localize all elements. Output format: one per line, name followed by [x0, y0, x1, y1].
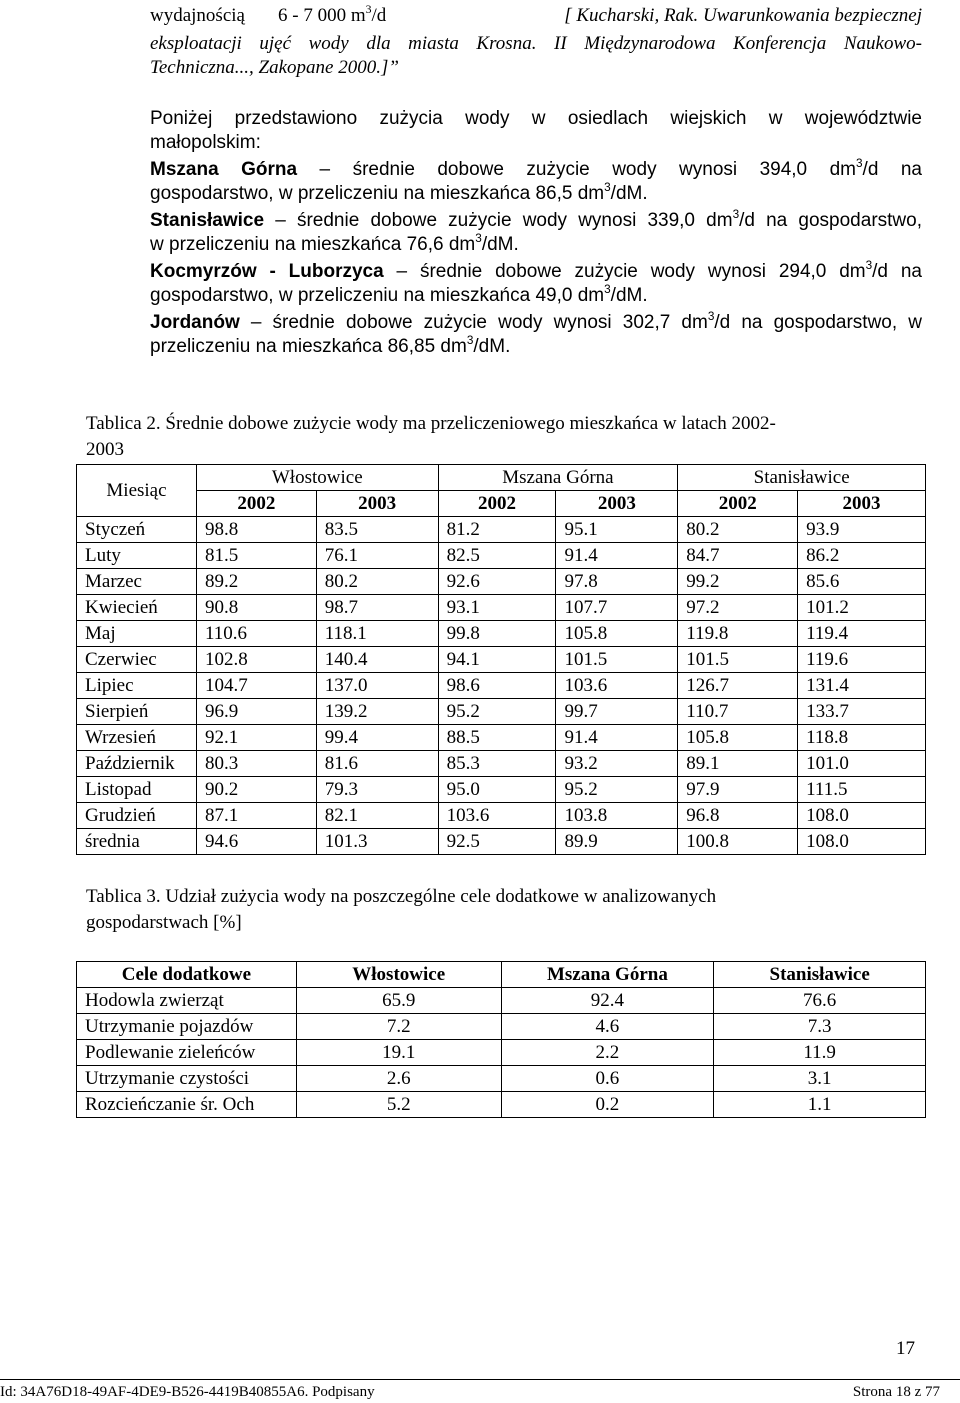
- table2-row: [77, 829, 926, 855]
- table3-row: [77, 1040, 926, 1066]
- table2-value-cell: 80.2: [316, 569, 438, 595]
- table2-value-cell: 84.7: [678, 543, 798, 569]
- table2-row: [77, 699, 926, 725]
- table2-value-cell: 110.6: [196, 621, 316, 647]
- table3-value-cell: 11.9: [714, 1040, 926, 1066]
- table2-value-cell: 99.7: [556, 699, 678, 725]
- table3-value-cell: 3.1: [714, 1066, 926, 1092]
- table2-value-cell: 80.3: [196, 751, 316, 777]
- village-line-1: Stanisławice – średnie dobowe zużycie wody wynosi 339,0 $dm^3/d$ na gospodarstwo,: [150, 207, 922, 231]
- table2-value-cell: 91.4: [556, 725, 678, 751]
- table3-header-cell: Mszana Górna: [501, 962, 714, 988]
- table2-value-cell: 85.6: [798, 569, 926, 595]
- table3-value-cell: 0.2: [501, 1092, 714, 1118]
- ref-citation-start: [ Kucharski, Rak. Uwarunkowania bezpiecznej: [564, 5, 922, 26]
- table2-value-cell: 94.6: [196, 829, 316, 855]
- table2-value-cell: 97.8: [556, 569, 678, 595]
- table3-purpose-cell: Hodowla zwierząt: [77, 988, 297, 1014]
- table2-value-cell: 95.1: [556, 517, 678, 543]
- footer-document-id: Id: 34A76D18-49AF-4DE9-B526-4419B40855A6. Podpisany: [0, 1384, 375, 1400]
- table3-header-cell: Stanisławice: [714, 962, 926, 988]
- table2-value-cell: 101.5: [678, 647, 798, 673]
- table2-caption-line-2: 2003: [86, 439, 124, 460]
- table2-value-cell: 101.0: [798, 751, 926, 777]
- table3-value-cell: 0.6: [501, 1066, 714, 1092]
- table2-value-cell: 89.1: [678, 751, 798, 777]
- table2-header-year: 2003: [798, 491, 926, 517]
- table2-value-cell: 107.7: [556, 595, 678, 621]
- table2-value-cell: 131.4: [798, 673, 926, 699]
- ref-text-volume: 6 - 7 000 $m^3/d$: [278, 2, 387, 26]
- table2-value-cell: 101.5: [556, 647, 678, 673]
- table3-purpose-cell: Utrzymanie czystości: [77, 1066, 297, 1092]
- table2-value-cell: 105.8: [556, 621, 678, 647]
- table2-value-cell: 110.7: [678, 699, 798, 725]
- table2-row: [77, 725, 926, 751]
- table2-value-cell: 90.8: [196, 595, 316, 621]
- table2-value-cell: 100.8: [678, 829, 798, 855]
- table2-value-cell: 101.3: [316, 829, 438, 855]
- table2-value-cell: 97.2: [678, 595, 798, 621]
- table2-value-cell: 118.1: [316, 621, 438, 647]
- table2-value-cell: 90.2: [196, 777, 316, 803]
- table2-value-cell: 87.1: [196, 803, 316, 829]
- table3-value-cell: 19.1: [296, 1040, 501, 1066]
- table2-value-cell: 79.3: [316, 777, 438, 803]
- table3-row: [77, 1066, 926, 1092]
- table2-header-group: Mszana Górna: [438, 465, 678, 491]
- table3-value-cell: 92.4: [501, 988, 714, 1014]
- table2-value-cell: 102.8: [196, 647, 316, 673]
- village-mszana-gorna: [150, 158, 922, 206]
- village-jordanow: [150, 311, 922, 359]
- table2-value-cell: 103.8: [556, 803, 678, 829]
- table2-value-cell: 119.6: [798, 647, 926, 673]
- table2-value-cell: 80.2: [678, 517, 798, 543]
- table3-value-cell: 5.2: [296, 1092, 501, 1118]
- table2-header-year: 2002: [678, 491, 798, 517]
- table2-value-cell: 93.9: [798, 517, 926, 543]
- table2-month-cell: Grudzień: [77, 803, 197, 829]
- table2-value-cell: 101.2: [798, 595, 926, 621]
- table2-row: [77, 777, 926, 803]
- table2-header-month: Miesiąc: [77, 465, 197, 517]
- table3-header-row: [77, 962, 926, 988]
- ref-text-yield: wydajnością: [150, 5, 245, 26]
- table3-caption-line-2: gospodarstwach [%]: [86, 912, 242, 933]
- table2-value-cell: 103.6: [438, 803, 556, 829]
- table2-month-cell: Lipiec: [77, 673, 197, 699]
- table3-value-cell: 7.2: [296, 1014, 501, 1040]
- table2-month-cell: Sierpień: [77, 699, 197, 725]
- table3-value-cell: 2.2: [501, 1040, 714, 1066]
- table2-header-year: 2002: [438, 491, 556, 517]
- village-line-2: w przeliczeniu na mieszkańca 76,6 $dm^3/dM$.: [150, 231, 519, 255]
- village-line-2: gospodarstwo, w przeliczeniu na mieszkańca 49,0 $dm^3/dM$.: [150, 282, 648, 306]
- table2-value-cell: 92.1: [196, 725, 316, 751]
- table3-row: [77, 1014, 926, 1040]
- reference-line-3: Techniczna..., Zakopane 2000.]”: [150, 57, 399, 78]
- table2-value-cell: 119.8: [678, 621, 798, 647]
- table3: [76, 961, 926, 1118]
- table2-value-cell: 81.5: [196, 543, 316, 569]
- table2-value-cell: 98.8: [196, 517, 316, 543]
- table2-body: [77, 465, 926, 855]
- intro-line-1: Poniżej przedstawiono zużycia wody w osiedlach wiejskich w województwie: [150, 108, 922, 129]
- table2-value-cell: 83.5: [316, 517, 438, 543]
- table2-value-cell: 96.9: [196, 699, 316, 725]
- table2-row: [77, 673, 926, 699]
- table2-month-cell: Marzec: [77, 569, 197, 595]
- table2-value-cell: 98.7: [316, 595, 438, 621]
- table2-header-group: Włostowice: [196, 465, 438, 491]
- table2-value-cell: 86.2: [798, 543, 926, 569]
- table2-value-cell: 140.4: [316, 647, 438, 673]
- table2-month-cell: Październik: [77, 751, 197, 777]
- table2-month-cell: Luty: [77, 543, 197, 569]
- table2-header-year: 2003: [316, 491, 438, 517]
- table2-value-cell: 98.6: [438, 673, 556, 699]
- table2-value-cell: 92.6: [438, 569, 556, 595]
- reference-line-1: [150, 2, 922, 29]
- table3-value-cell: 76.6: [714, 988, 926, 1014]
- village-kocmyrzow-luborzyca: [150, 260, 922, 308]
- table2-value-cell: 82.5: [438, 543, 556, 569]
- table2-value-cell: 93.1: [438, 595, 556, 621]
- table2: [76, 464, 926, 855]
- village-line-2: przeliczeniu na mieszkańca 86,85 $dm^3/dM$.: [150, 333, 511, 357]
- table2-value-cell: 139.2: [316, 699, 438, 725]
- table3-value-cell: 1.1: [714, 1092, 926, 1118]
- table2-value-cell: 88.5: [438, 725, 556, 751]
- table2-value-cell: 104.7: [196, 673, 316, 699]
- table3-row: [77, 1092, 926, 1118]
- village-line-1: Mszana Górna – średnie dobowe zużycie wody wynosi 394,0 $dm^3/d$ na: [150, 156, 922, 180]
- table2-header-group: Stanisławice: [678, 465, 926, 491]
- table3-purpose-cell: Rozcieńczanie śr. Och: [77, 1092, 297, 1118]
- table2-value-cell: 99.8: [438, 621, 556, 647]
- table2-header-year: 2002: [196, 491, 316, 517]
- table2-month-cell: Wrzesień: [77, 725, 197, 751]
- table2-header-year: 2003: [556, 491, 678, 517]
- table3-header-cell: Cele dodatkowe: [77, 962, 297, 988]
- table2-value-cell: 111.5: [798, 777, 926, 803]
- table2-year-row: [77, 491, 926, 517]
- table2-value-cell: 92.5: [438, 829, 556, 855]
- table2-value-cell: 108.0: [798, 803, 926, 829]
- table2-value-cell: 95.2: [556, 777, 678, 803]
- table2-value-cell: 95.0: [438, 777, 556, 803]
- table2-value-cell: 99.4: [316, 725, 438, 751]
- table2-value-cell: 94.1: [438, 647, 556, 673]
- table3-row: [77, 988, 926, 1014]
- table2-month-cell: Kwiecień: [77, 595, 197, 621]
- table2-value-cell: 89.9: [556, 829, 678, 855]
- table2-month-cell: Styczeń: [77, 517, 197, 543]
- village-stanislawice: [150, 209, 922, 257]
- table2-row: [77, 803, 926, 829]
- table3-caption-line-1: Tablica 3. Udział zużycia wody na poszczególne cele dodatkowe w analizowanych: [86, 886, 717, 907]
- table2-row: [77, 543, 926, 569]
- table2-value-cell: 85.3: [438, 751, 556, 777]
- page-number: 17: [896, 1338, 915, 1359]
- table2-row: [77, 751, 926, 777]
- village-line-1: Kocmyrzów - Luborzyca – średnie dobowe zużycie wody wynosi 294,0 $dm^3/d$ na: [150, 258, 922, 282]
- table2-value-cell: 105.8: [678, 725, 798, 751]
- table2-value-cell: 126.7: [678, 673, 798, 699]
- table3-value-cell: 2.6: [296, 1066, 501, 1092]
- table2-value-cell: 99.2: [678, 569, 798, 595]
- table2-month-cell: Listopad: [77, 777, 197, 803]
- table2-value-cell: 97.9: [678, 777, 798, 803]
- table2-caption-line-1: Tablica 2. Średnie dobowe zużycie wody ma przeliczeniowego mieszkańca w latach 2002-: [86, 413, 776, 434]
- table2-value-cell: 93.2: [556, 751, 678, 777]
- table2-value-cell: 133.7: [798, 699, 926, 725]
- table3-value-cell: 4.6: [501, 1014, 714, 1040]
- table2-value-cell: 96.8: [678, 803, 798, 829]
- table2-row: [77, 517, 926, 543]
- table2-month-cell: średnia: [77, 829, 197, 855]
- table2-value-cell: 81.2: [438, 517, 556, 543]
- table2-value-cell: 95.2: [438, 699, 556, 725]
- table2-value-cell: 89.2: [196, 569, 316, 595]
- table3-purpose-cell: Podlewanie zieleńców: [77, 1040, 297, 1066]
- village-line-2: gospodarstwo, w przeliczeniu na mieszkańca 86,5 $dm^3/dM$.: [150, 180, 648, 204]
- intro-line-2: małopolskim:: [150, 132, 261, 153]
- table2-value-cell: 81.6: [316, 751, 438, 777]
- village-line-1: Jordanów – średnie dobowe zużycie wody wynosi 302,7 $dm^3/d$ na gospodarstwo, w: [150, 309, 922, 333]
- table2-row: [77, 595, 926, 621]
- table2-header-row: [77, 465, 926, 491]
- table2-month-cell: Maj: [77, 621, 197, 647]
- table2-value-cell: 108.0: [798, 829, 926, 855]
- footer-page-count: Strona 18 z 77: [852, 1384, 940, 1400]
- table2-value-cell: 119.4: [798, 621, 926, 647]
- table3-header-cell: Włostowice: [296, 962, 501, 988]
- table2-month-cell: Czerwiec: [77, 647, 197, 673]
- table3-value-cell: 7.3: [714, 1014, 926, 1040]
- table2-row: [77, 621, 926, 647]
- table2-value-cell: 137.0: [316, 673, 438, 699]
- table2-row: [77, 647, 926, 673]
- table2-row: [77, 569, 926, 595]
- table2-value-cell: 76.1: [316, 543, 438, 569]
- table3-purpose-cell: Utrzymanie pojazdów: [77, 1014, 297, 1040]
- table3-value-cell: 65.9: [296, 988, 501, 1014]
- footer-rule: [0, 1379, 960, 1380]
- table3-body: [77, 962, 926, 1118]
- reference-line-2: eksploatacji ujęć wody dla miasta Krosna. II Międzynarodowa Konferencja Naukowo-: [150, 33, 922, 54]
- table2-value-cell: 91.4: [556, 543, 678, 569]
- table2-value-cell: 103.6: [556, 673, 678, 699]
- table2-value-cell: 82.1: [316, 803, 438, 829]
- table2-value-cell: 118.8: [798, 725, 926, 751]
